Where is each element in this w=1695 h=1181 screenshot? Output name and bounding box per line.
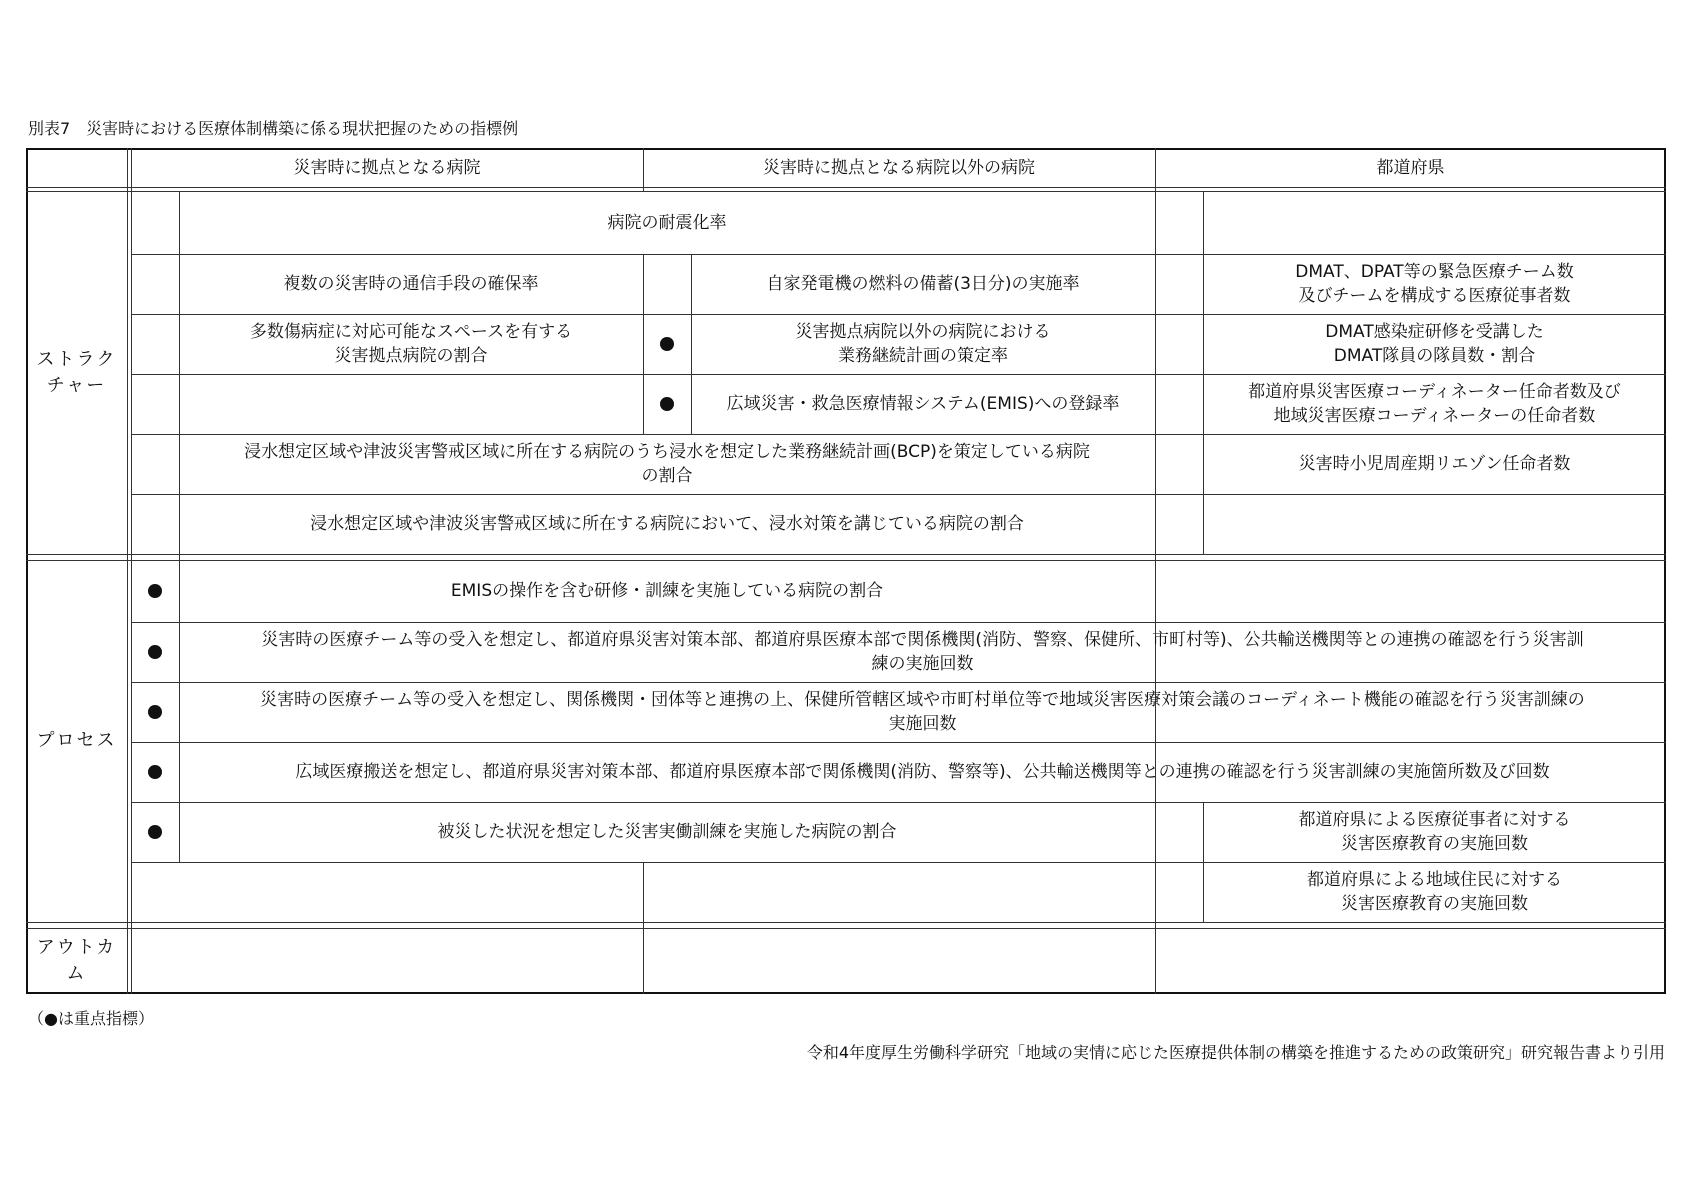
s5-pref-liaison: 災害時小児周産期リエゾン任命者数 [1298,454,1571,474]
s3-base-space [179,314,643,374]
source-citation: 令和4年度厚生労働科学研究「地域の実情に応じた医療提供体制の構築を推進するための政策研究」研究報告書より引用 [806,1043,1665,1062]
s3-base-line1: 多数傷病症に対応可能なスペースを有する [249,322,573,342]
s3-other-bcp [691,314,1155,374]
header-prefecture: 都道府県 [1376,158,1445,178]
p5-hospital-drill: 被災した状況を想定した災害実働訓練を実施した病院の割合 [437,822,897,842]
divider-p6-c1 [643,862,644,994]
key-indicator-note: （●は重点指標） [28,1009,154,1028]
key-indicator-marker-s4 [660,397,674,411]
header-other-hospital: 災害時に拠点となる病院以外の病院 [763,158,1035,178]
category-structure-line1: ストラク [36,348,117,370]
p6-pref-resident-education [1203,862,1666,922]
p5-pref-line1: 都道府県による医療従事者に対する [1298,810,1571,830]
s3-other-line1: 災害拠点病院以外の病院における [795,322,1051,342]
divider-cat-b [131,148,132,994]
p5-pref-line2: 災害医療教育の実施回数 [1341,834,1528,854]
s6-hospital-flood-measures: 浸水想定区域や津波災害警戒区域に所在する病院において、浸水対策を講じている病院の割合 [310,514,1024,534]
p6-pref-line2: 災害医療教育の実施回数 [1341,894,1528,914]
s4-pref-coordinator [1203,374,1666,434]
p2-line2: 練の実施回数 [871,654,974,674]
p3-line1: 災害時の医療チーム等の受入を想定し、関係機関・団体等と連携の上、保健所管轄区域や市町村単位等で地域災害医療対策会議のコーディネート機能の確認を行う災害訓練の [260,690,1585,710]
p6-pref-line1: 都道府県による地域住民に対する [1307,870,1562,890]
s2-base-comm: 複数の災害時の通信手段の確保率 [283,274,539,294]
header-base-hospital: 災害時に拠点となる病院 [293,158,481,178]
s4-pref-line2: 地域災害医療コーディネーターの任命者数 [1273,406,1596,426]
key-indicator-marker-p1 [148,584,162,598]
p1-emis-training: EMISの操作を含む研修・訓練を実施している病院の割合 [450,581,884,601]
divider-s-c1 [643,254,644,434]
key-indicator-marker-p2 [148,645,162,659]
category-process: プロセス [36,730,117,751]
key-indicator-marker-p5 [148,825,162,839]
s5-hospital-line1: 浸水想定区域や津波災害警戒区域に所在する病院のうち浸水を想定した業務継続計画(BCP)を策定している病院 [244,442,1090,462]
category-outcome: アウトカム [36,937,117,984]
p3-regional-drill [179,682,1666,742]
p2-pref-hq-drill [179,622,1666,682]
s3-base-line2: 災害拠点病院の割合 [334,346,488,366]
category-structure [26,191,127,554]
table-caption: 別表7 災害時における医療体制構築に係る現状把握のための指標例 [28,119,519,138]
s4-pref-line1: 都道府県災害医療コーディネーター任命者数及び [1248,382,1621,402]
divider-process-end [26,922,1666,923]
s2-pref-line1: DMAT、DPAT等の緊急医療チーム数 [1295,262,1574,282]
key-indicator-marker-p4 [148,765,162,779]
p4-wide-area-transport: 広域医療搬送を想定し、都道府県災害対策本部、都道府県医療本部で関係機関(消防、警察等)、公共輸送機関等との連携の確認を行う災害訓練の実施箇所数及び回数 [295,762,1550,782]
divider-cat-a [127,148,128,994]
p3-line2: 実施回数 [888,714,957,734]
p5-pref-staff-education [1203,802,1666,862]
s1-hospital-seismic: 病院の耐震化率 [607,212,727,233]
s2-other-fuel: 自家発電機の燃料の備蓄(3日分)の実施率 [766,274,1080,294]
s3-other-line2: 業務継続計画の策定率 [838,346,1008,366]
indicator-table [26,148,1666,994]
key-indicator-marker-s3 [660,337,674,351]
s5-hospital-flood-bcp [179,434,1155,494]
p2-line1: 災害時の医療チーム等の受入を想定し、都道府県災害対策本部、都道府県医療本部で関係機関(消防、警察、保健所、市町村等)、公共輸送機関等との連携の確認を行う災害訓 [261,630,1584,650]
s3-pref-line2: DMAT隊員の隊員数・割合 [1333,346,1536,366]
category-structure-line2: チャー [46,374,107,396]
key-indicator-marker-p3 [148,705,162,719]
s2-pref-teams [1203,254,1666,314]
s5-hospital-line2: の割合 [641,466,693,486]
s3-pref-line1: DMAT感染症研修を受講した [1325,322,1544,342]
s2-pref-line2: 及びチームを構成する医療従事者数 [1298,286,1571,306]
divider-c2 [1155,148,1156,994]
divider-structure-end [26,554,1666,555]
divider-process-end-double [26,928,1666,929]
s4-other-emis: 広域災害・救急医療情報システム(EMIS)への登録率 [726,394,1120,414]
s3-pref-dmat [1203,314,1666,374]
